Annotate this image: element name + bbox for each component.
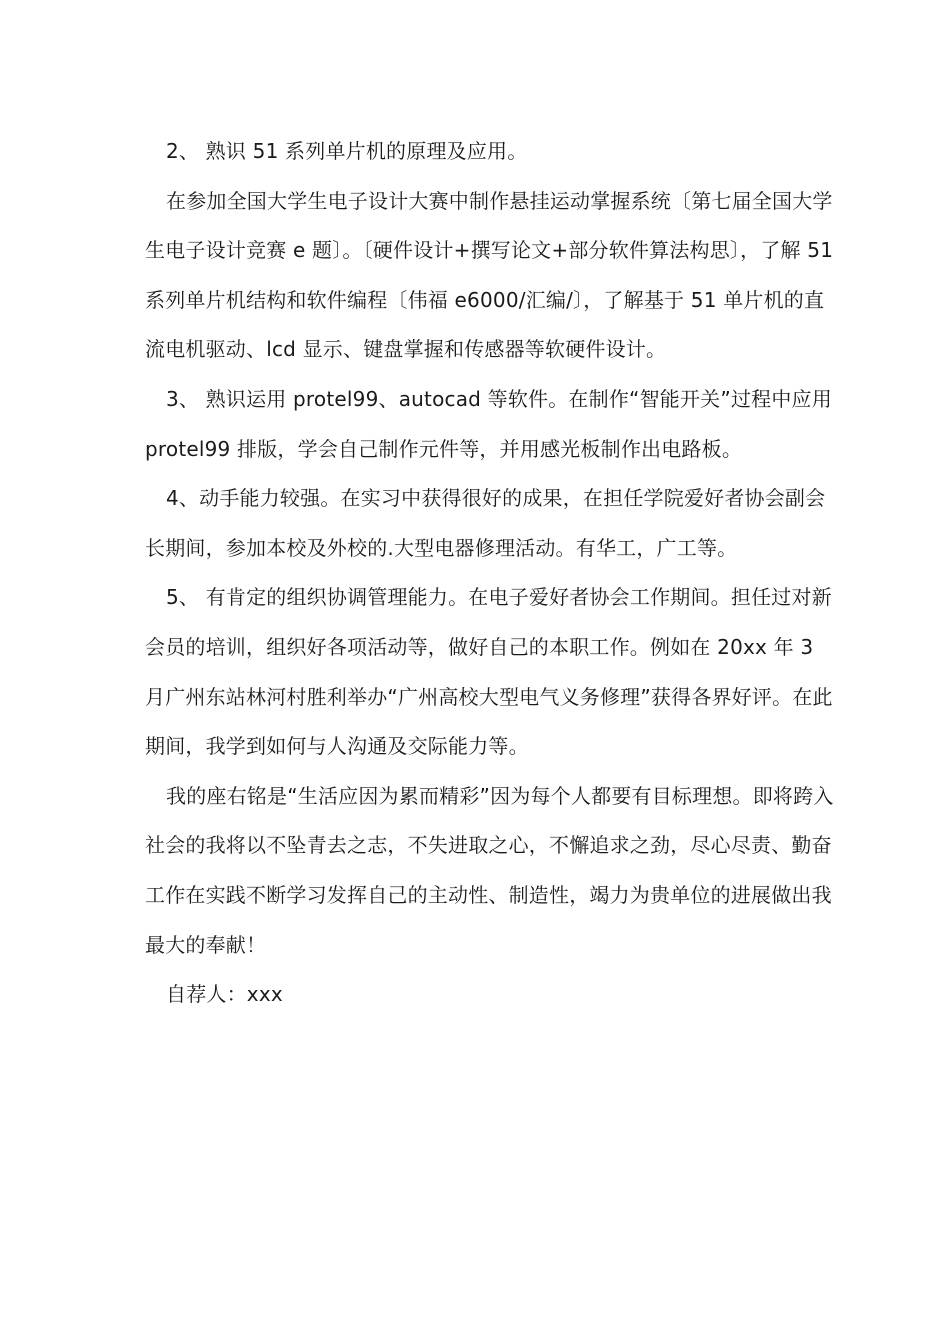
paragraph-competition-experience: 在参加全国大学生电子设计大赛中制作悬挂运动掌握系统〔第七届全国大学生电子设计竞赛 e 题〕。〔硬件设计+撰写论文+部分软件算法构思〕，了解 51 系列单片机结构和软件编程〔伟福 e6000/汇编/〕，了解基于 51 单片机的直流电机驱动、lcd 显示、键盘掌握和传感器等软硬件设计。 xyxy=(145,188,834,362)
document-body xyxy=(145,127,835,1020)
paragraph-skill-software: 3、 熟识运用 protel99、autocad 等软件。在制作“智能开关”过程中应用 protel99 排版，学会自己制作元件等，并用感光板制作出电路板。 xyxy=(145,386,832,461)
paragraph-organization-ability: 5、 有肯定的组织协调管理能力。在电子爱好者协会工作期间。担任过对新会员的培训，组织好各项活动等，做好自己的本职工作。例如在 20xx 年 3 月广州东站林河村胜利举办“广州高校大型电气义务修理”获得各界好评。在此期间，我学到如何与人沟通及交际能力等。 xyxy=(145,585,833,759)
signature-line: 自荐人：xxx xyxy=(166,982,283,1007)
paragraph-motto: 我的座右铭是“生活应因为累而精彩”因为每个人都要有目标理想。即将跨入社会的我将以不坠青去之志，不失进取之心，不懈追求之劲，尽心尽责、勤奋工作在实践不断学习发挥自己的主动性、制造性，竭力为贵单位的进展做出我最大的奉献！ xyxy=(145,783,834,957)
paragraph-hands-on-ability: 4、动手能力较强。在实习中获得很好的成果，在担任学院爱好者协会副会长期间，参加本校及外校的.大型电器修理活动。有华工，广工等。 xyxy=(145,486,826,560)
paragraph-skill-51-mcu: 2、 熟识 51 系列单片机的原理及应用。 xyxy=(166,139,528,163)
